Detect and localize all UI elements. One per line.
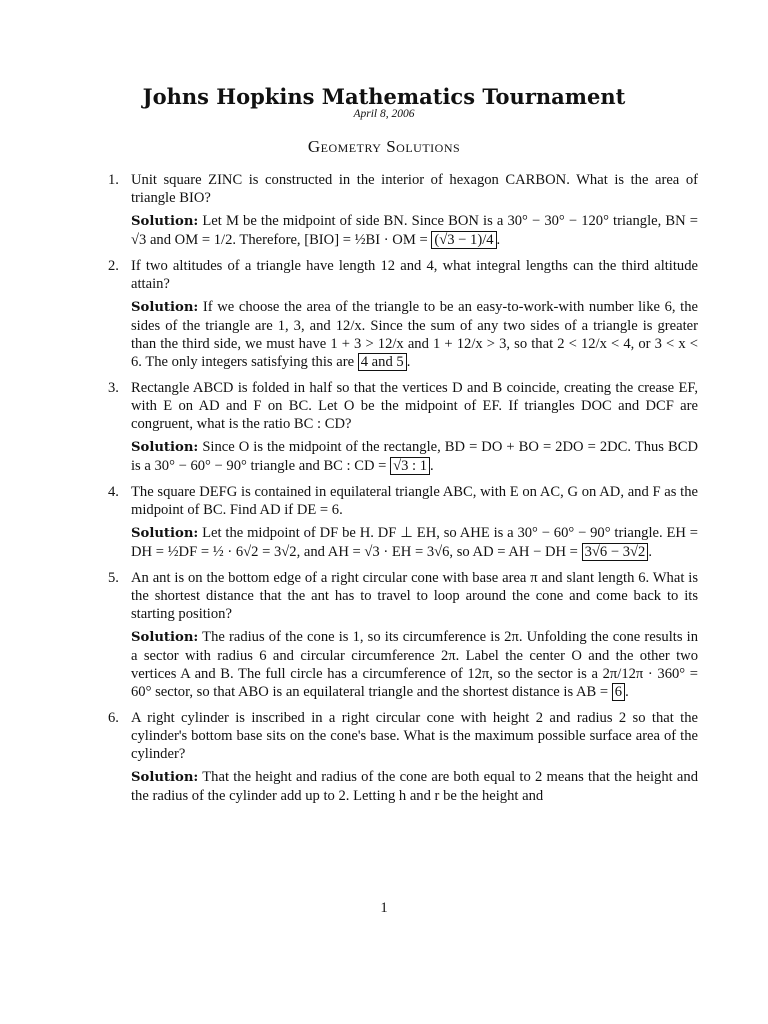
problem-solution [131,524,698,561]
problem-question: If two altitudes of a triangle have length 12 and 4, what integral lengths can the third altitude attain? [131,258,698,292]
problem-list [108,171,698,813]
problem-solution [131,628,698,701]
problem-item [108,569,698,701]
problem-question: An ant is on the bottom edge of a right circular cone with base area π and slant length 6. What is the shortest distance that the ant has to travel to loop around the cone and come back to its starting position? [131,570,698,622]
problem-question: A right cylinder is inscribed in a right circular cone with height 2 and radius 2 so that the cylinder's bottom base sits on the cone's base. What is the maximum possible surface area of the cylinder? [131,710,698,762]
solution-text: Let the midpoint of DF be H. DF ⊥ EH, so AHE is a 30° − 60° − 90° triangle. EH = DH = ½DF = ½ · 6√2 = 3√2, and AH = √3 · EH = 3√6, so AD = AH − DH = [131,525,698,560]
problem-item [108,709,698,805]
page-number: 1 [380,900,388,916]
document-date: April 8, 2006 [353,108,415,120]
solution-label: Solution: [131,214,199,229]
problem-question: Rectangle ABCD is folded in half so that the vertices D and B coincide, creating the crease EF, with E on AD and F on BC. Let O be the midpoint of EF. If triangles DOC and DCF are congruent, what is the ratio BC : CD? [131,380,698,432]
problem-number: 1. [108,172,119,188]
solution-label: Solution: [131,526,199,541]
solution-end: . [496,232,501,248]
problem-number: 5. [108,570,119,586]
problem-item [108,379,698,475]
solution-label: Solution: [131,630,199,645]
solution-text: Let M be the midpoint of side BN. Since BON is a 30° − 30° − 120° triangle, BN = √3 and OM = 1/2. Therefore, [BIO] = ½BI · OM = [131,213,698,248]
solution-text: Since O is the midpoint of the rectangle, BD = DO + BO = 2DO = 2DC. Thus BCD is a 30° − 60° − 90° triangle and BC : CD = [131,439,699,474]
answer-box: (√3 − 1)/4 [431,231,496,249]
answer-box: 4 and 5 [358,353,407,371]
solution-label: Solution: [131,770,199,785]
answer-box: 6 [612,683,625,701]
solution-text: That the height and radius of the cone are both equal to 2 means that the height and the radius of the cylinder add up to 2. Letting h and r be the height and [131,769,698,804]
solution-label: Solution: [131,300,199,315]
problem-item [108,483,698,561]
problem-solution [131,438,698,475]
document-title: Johns Hopkins Mathematics Tournament [142,84,626,109]
problem-item [108,171,698,249]
solution-text: If we choose the area of the triangle to be an easy-to-work-with number like 6, the sides of the triangle are 1, 3, and 12/x. Since the sum of any two sides of a triangle is greater than the third side, we must have 1 + 3 > 12/x and 1 + 12/x > 3, so that 2 < 12/x < 4, or 3 < x < 6. The only integers satisfying this are [131,299,698,370]
problem-number: 2. [108,258,119,274]
answer-box: √3 : 1 [390,457,430,475]
solution-end: . [406,354,411,370]
section-heading: Geometry Solutions [307,137,461,156]
solution-end: . [625,684,629,700]
problem-number: 4. [108,484,119,500]
solution-label: Solution: [131,440,199,455]
problem-question: Unit square ZINC is constructed in the interior of hexagon CARBON. What is the area of triangle BIO? [131,172,698,206]
problem-question: The square DEFG is contained in equilateral triangle ABC, with E on AC, G on AD, and F as the midpoint of BC. Find AD if DE = 6. [131,484,698,518]
problem-solution [131,768,698,805]
solution-end: . [430,458,434,474]
problem-number: 6. [108,710,119,726]
solution-end: . [648,544,652,560]
answer-box: 3√6 − 3√2 [582,543,649,561]
solution-text: The radius of the cone is 1, so its circumference is 2π. Unfolding the cone results in a sector with radius 6 and circular circumference 2π. Label the center O and the other two vertices A and B. The full circle has a circumference of 12π, so the sector is a 2π/12π · 360° = 60° sector, so that ABO is an equilateral triangle and the shortest distance is AB = [131,629,698,700]
problem-item [108,257,698,371]
problem-number: 3. [108,380,119,396]
problem-solution [131,298,698,371]
problem-solution [131,212,698,249]
